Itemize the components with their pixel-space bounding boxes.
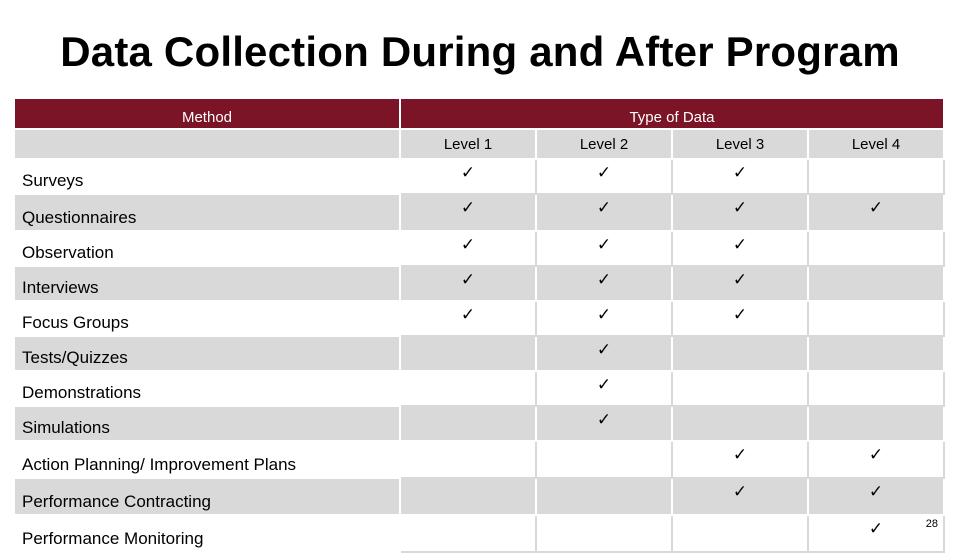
check-icon: ✓ xyxy=(672,478,808,515)
check-icon: ✓ xyxy=(672,441,808,478)
method-cell: Tests/Quizzes xyxy=(14,336,400,371)
check-icon xyxy=(808,371,944,406)
table-row xyxy=(14,478,944,515)
table-row xyxy=(14,406,944,441)
method-cell: Focus Groups xyxy=(14,301,400,336)
check-icon xyxy=(672,406,808,441)
check-icon xyxy=(536,478,672,515)
table-row xyxy=(14,194,944,231)
check-icon: ✓ xyxy=(536,194,672,231)
check-icon xyxy=(808,159,944,194)
method-cell: Simulations xyxy=(14,406,400,441)
check-icon xyxy=(672,336,808,371)
check-icon xyxy=(400,478,536,515)
check-icon: ✓ xyxy=(808,478,944,515)
check-icon xyxy=(672,371,808,406)
check-icon xyxy=(400,406,536,441)
check-icon: ✓ xyxy=(672,301,808,336)
check-icon: ✓ xyxy=(400,231,536,266)
check-icon: ✓ xyxy=(400,301,536,336)
table-row xyxy=(14,231,944,266)
check-icon: ✓ xyxy=(400,266,536,301)
check-icon xyxy=(536,441,672,478)
table-row xyxy=(14,515,944,552)
level-header-blank xyxy=(14,129,400,159)
table-row xyxy=(14,336,944,371)
check-icon: ✓ xyxy=(672,159,808,194)
check-icon: ✓ xyxy=(536,301,672,336)
method-cell: Performance Contracting xyxy=(14,478,400,515)
slide-title: Data Collection During and After Program xyxy=(60,28,900,75)
level-3-header: Level 3 xyxy=(672,129,808,159)
check-icon: ✓ xyxy=(808,441,944,478)
method-cell: Demonstrations xyxy=(14,371,400,406)
check-icon: ✓ xyxy=(536,371,672,406)
check-icon xyxy=(400,371,536,406)
level-1-header: Level 1 xyxy=(400,129,536,159)
check-icon: ✓ xyxy=(672,266,808,301)
check-icon xyxy=(808,336,944,371)
method-cell: Observation xyxy=(14,231,400,266)
level-4-header: Level 4 xyxy=(808,129,944,159)
method-cell: Action Planning/ Improvement Plans xyxy=(14,441,400,478)
check-icon: ✓ xyxy=(536,159,672,194)
check-icon: ✓ xyxy=(536,336,672,371)
table-row xyxy=(14,266,944,301)
table-row xyxy=(14,371,944,406)
table-row xyxy=(14,441,944,478)
check-icon: ✓ xyxy=(536,406,672,441)
table xyxy=(13,97,945,553)
table-row xyxy=(14,159,944,194)
method-cell: Questionnaires xyxy=(14,194,400,231)
check-icon: ✓ xyxy=(672,194,808,231)
check-icon: ✓ xyxy=(536,231,672,266)
method-cell: Surveys xyxy=(14,159,400,194)
check-icon xyxy=(536,515,672,552)
check-icon xyxy=(672,515,808,552)
check-icon xyxy=(808,231,944,266)
check-icon xyxy=(400,515,536,552)
check-icon: ✓ xyxy=(536,266,672,301)
check-icon: ✓ xyxy=(400,194,536,231)
level-header-row xyxy=(14,129,944,159)
check-icon xyxy=(808,406,944,441)
level-2-header: Level 2 xyxy=(536,129,672,159)
type-of-data-header: Type of Data xyxy=(400,98,944,129)
check-icon: ✓ xyxy=(808,515,944,552)
check-icon: ✓ xyxy=(808,194,944,231)
check-icon xyxy=(400,441,536,478)
check-icon: ✓ xyxy=(672,231,808,266)
method-cell: Interviews xyxy=(14,266,400,301)
page-number: 28 xyxy=(925,518,938,530)
method-header: Method xyxy=(14,98,400,129)
check-icon xyxy=(808,266,944,301)
check-icon: ✓ xyxy=(400,159,536,194)
header-row xyxy=(14,98,944,129)
method-cell: Performance Monitoring xyxy=(14,515,400,552)
check-icon xyxy=(808,301,944,336)
check-icon xyxy=(400,336,536,371)
data-collection-table xyxy=(13,97,944,553)
table-row xyxy=(14,301,944,336)
